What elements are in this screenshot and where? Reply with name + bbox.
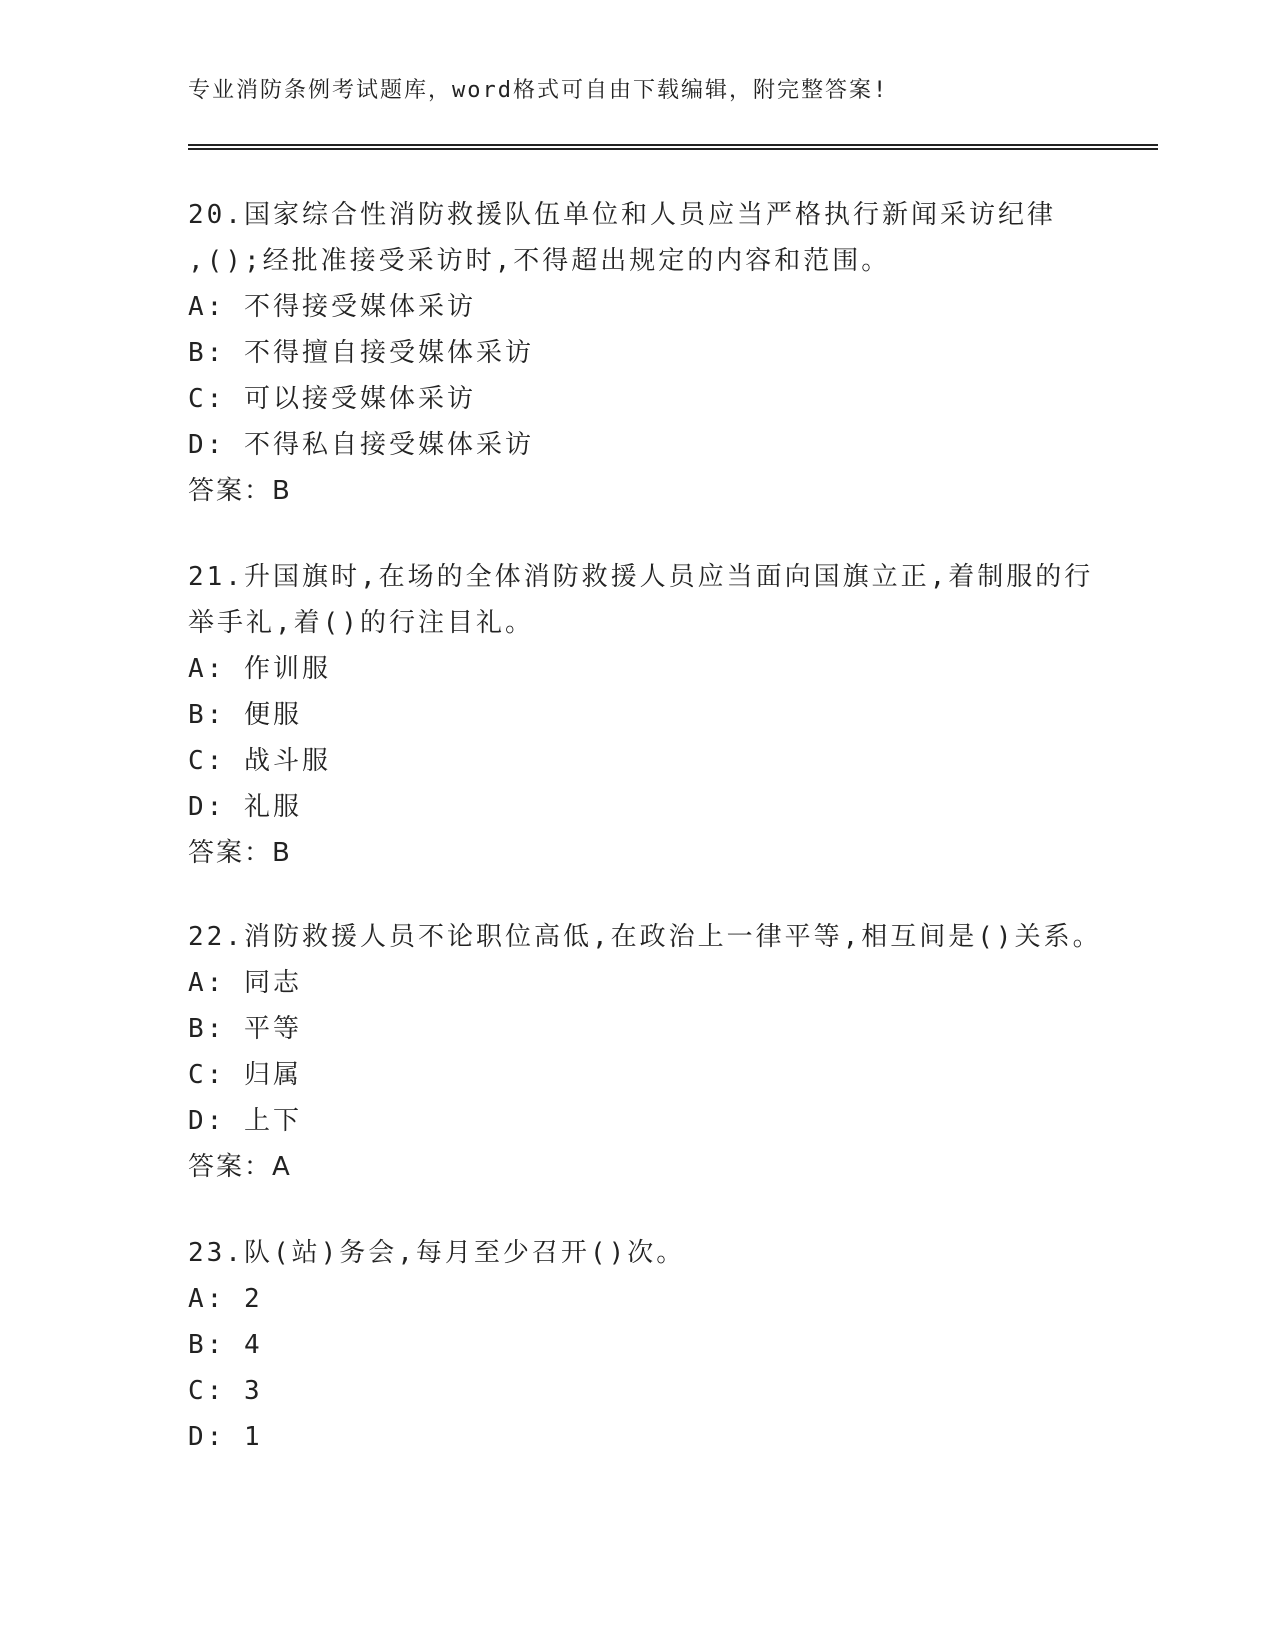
option-c: C: 战斗服: [188, 746, 331, 776]
answer-line: 答案：A: [188, 1152, 292, 1182]
question-22: [188, 914, 1108, 1190]
option-a: A: 2: [188, 1284, 263, 1314]
question-stem-line: ,();经批准接受采访时,不得超出规定的内容和范围。: [188, 246, 891, 276]
question-20: [188, 192, 1108, 514]
page-header: 专业消防条例考试题库，word格式可自由下载编辑，附完整答案!: [188, 78, 889, 103]
option-b: B: 平等: [188, 1014, 302, 1044]
question-stem-line: 23.队(站)务会,每月至少召开()次。: [188, 1238, 686, 1268]
question-stem-line: 举手礼,着()的行注目礼。: [188, 608, 534, 638]
option-c: C: 可以接受媒体采访: [188, 384, 476, 414]
header-divider: [188, 144, 1158, 150]
option-b: B: 4: [188, 1330, 263, 1360]
option-b: B: 不得擅自接受媒体采访: [188, 338, 534, 368]
question-stem-line: 22.消防救援人员不论职位高低,在政治上一律平等,相互间是()关系。: [188, 922, 1102, 952]
option-d: D: 上下: [188, 1106, 302, 1136]
option-b: B: 便服: [188, 700, 302, 730]
question-stem-line: 21.升国旗时,在场的全体消防救援人员应当面向国旗立正,着制服的行: [188, 562, 1094, 592]
answer-line: 答案：B: [188, 476, 292, 506]
question-stem-line: 20.国家综合性消防救援队伍单位和人员应当严格执行新闻采访纪律: [188, 200, 1056, 230]
option-d: D: 不得私自接受媒体采访: [188, 430, 534, 460]
question-23: [188, 1230, 1108, 1460]
question-21: [188, 554, 1108, 876]
option-d: D: 礼服: [188, 792, 302, 822]
option-c: C: 3: [188, 1376, 263, 1406]
option-a: A: 不得接受媒体采访: [188, 292, 476, 322]
option-d: D: 1: [188, 1422, 263, 1452]
option-a: A: 作训服: [188, 654, 331, 684]
answer-line: 答案：B: [188, 838, 292, 868]
option-a: A: 同志: [188, 968, 302, 998]
option-c: C: 归属: [188, 1060, 302, 1090]
